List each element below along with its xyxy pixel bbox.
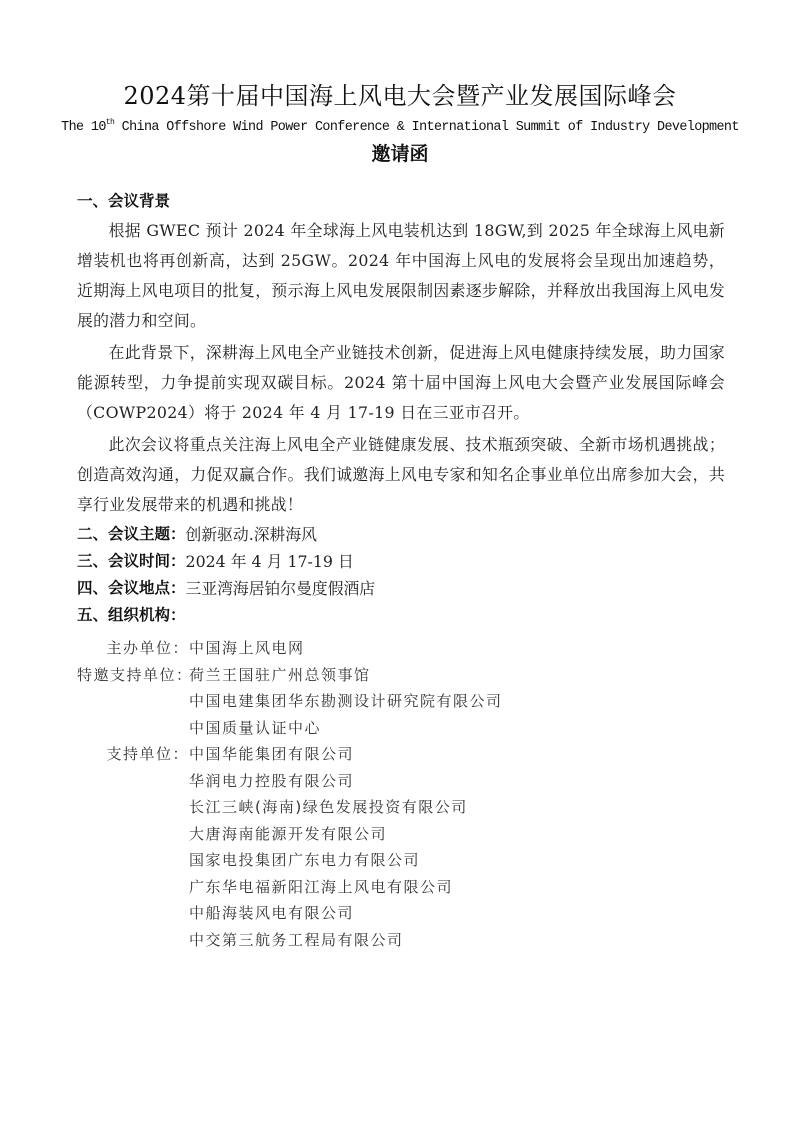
label-placeholder bbox=[77, 715, 189, 742]
label-placeholder bbox=[77, 821, 189, 848]
organizer-name: 荷兰王国驻广州总领事馆 bbox=[189, 665, 371, 684]
organizer-name: 国家电投集团广东电力有限公司 bbox=[189, 851, 421, 869]
support-label: 支持单位： bbox=[106, 745, 189, 763]
background-paragraph: 此次会议将重点关注海上风电全产业链健康发展、技术瓶颈突破、全新市场机遇挑战；创造高效沟通，力促双赢合作。我们诚邀海上风电专家和知名企事业单位出席参加大会，共享行业发展带来的机遇和挑战！ bbox=[77, 435, 725, 514]
organizer-row-support bbox=[77, 847, 725, 874]
subtitle-prefix: The 10 bbox=[61, 120, 106, 135]
section-heading-venue: 四、会议地点： bbox=[77, 579, 186, 597]
organizer-row-special-support bbox=[77, 688, 725, 715]
document-title: 2024第十届中国海上风电大会暨产业发展国际峰会 bbox=[123, 82, 677, 110]
organizer-name: 中船海装风电有限公司 bbox=[189, 904, 355, 922]
subtitle-suffix: China Offshore Wind Power Conference & International Summit of Industry Development bbox=[114, 120, 739, 135]
section-heading-theme: 二、会议主题： bbox=[77, 525, 186, 543]
organizer-row-support bbox=[77, 741, 725, 768]
organizer-row-host bbox=[77, 635, 725, 662]
organizer-name: 中交第三航务工程局有限公司 bbox=[189, 930, 404, 949]
label-placeholder bbox=[77, 927, 189, 954]
theme-value: 创新驱动.深耕海风 bbox=[185, 525, 317, 544]
organizer-row-special-support bbox=[77, 662, 725, 689]
organizer-name: 中国质量认证中心 bbox=[189, 718, 322, 737]
document-body bbox=[77, 188, 725, 953]
organizer-name: 广东华电福新阳江海上风电有限公司 bbox=[189, 877, 454, 896]
label-placeholder bbox=[77, 874, 189, 901]
document-type-heading: 邀请函 bbox=[371, 143, 429, 165]
subtitle-ordinal-suffix: th bbox=[105, 118, 115, 127]
label-placeholder bbox=[77, 900, 189, 927]
section-heading-background: 一、会议背景 bbox=[77, 192, 171, 210]
background-paragraph: 在此背景下，深耕海上风电全产业链技术创新，促进海上风电健康持续发展，助力国家能源转型，力争提前实现双碳目标。2024 第十届中国海上风电大会暨产业发展国际峰会（COWP2024）将于 2024 年 4 月 17-19 日在三亚市召开。 bbox=[77, 343, 725, 422]
label-placeholder bbox=[77, 688, 189, 715]
organizer-row-support bbox=[77, 821, 725, 848]
section-heading-time: 三、会议时间： bbox=[77, 552, 186, 570]
document-subtitle-english bbox=[0, 118, 800, 138]
section-heading-organizers: 五、组织机构： bbox=[77, 606, 186, 624]
section-theme bbox=[77, 521, 725, 548]
section-time bbox=[77, 548, 725, 575]
organizer-name: 中国电建集团华东勘测设计研究院有限公司 bbox=[189, 692, 503, 710]
organizer-name: 华润电力控股有限公司 bbox=[189, 771, 355, 790]
organizer-row-support bbox=[77, 900, 725, 927]
label-placeholder bbox=[77, 794, 189, 821]
organizer-name: 中国海上风电网 bbox=[189, 639, 305, 657]
special-support-label: 特邀支持单位： bbox=[77, 665, 193, 684]
organizer-row-support bbox=[77, 768, 725, 795]
time-value: 2024 年 4 月 17-19 日 bbox=[185, 552, 354, 571]
venue-value: 三亚湾海居铂尔曼度假酒店 bbox=[185, 579, 376, 598]
organizer-name: 长江三峡(海南)绿色发展投资有限公司 bbox=[189, 798, 468, 816]
section-organizers bbox=[77, 602, 725, 629]
organizer-row-special-support bbox=[77, 715, 725, 742]
organizer-row-support bbox=[77, 874, 725, 901]
host-label: 主办单位： bbox=[106, 639, 189, 657]
organizer-row-support bbox=[77, 927, 725, 954]
background-paragraph: 根据 GWEC 预计 2024 年全球海上风电装机达到 18GW,到 2025 年全球海上风电新增装机也将再创新高，达到 25GW。2024 年中国海上风电的发展将会呈现出加速趋势，近期海上风电项目的批复，预示海上风电发展限制因素逐步解除，并释放出我国海上风电发展的潜力和空间。 bbox=[77, 221, 725, 330]
label-placeholder bbox=[77, 847, 189, 874]
label-placeholder bbox=[77, 768, 189, 795]
section-venue bbox=[77, 575, 725, 602]
organizer-name: 中国华能集团有限公司 bbox=[189, 745, 355, 763]
organizer-name: 大唐海南能源开发有限公司 bbox=[189, 824, 388, 843]
organizer-row-support bbox=[77, 794, 725, 821]
